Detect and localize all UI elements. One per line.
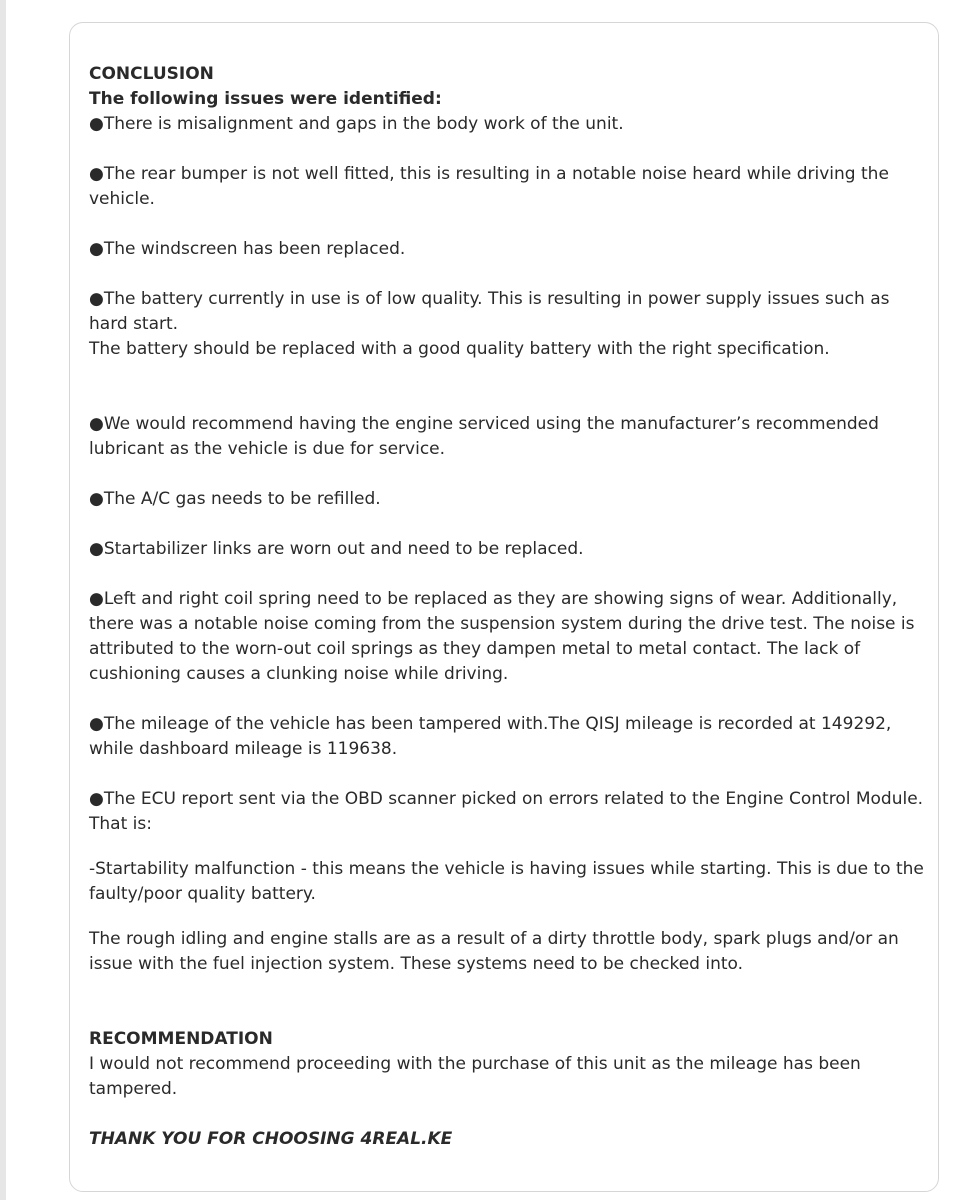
issue-ecu-report: ●The ECU report sent via the OBD scanner picked on errors related to the Engine Control Module. That is: (89, 789, 924, 834)
conclusion-heading: CONCLUSION (89, 64, 214, 84)
closing-thank-you: THANK YOU FOR CHOOSING 4REAL.KE (89, 1129, 453, 1149)
issue-ac-gas: ●The A/C gas needs to be refilled. (89, 489, 381, 509)
issue-body-gaps: ●There is misalignment and gaps in the body work of the unit. (89, 114, 624, 134)
issue-rear-bumper: ●The rear bumper is not well fitted, this is resulting in a notable noise heard while driving the vehicle. (89, 164, 889, 209)
issue-coil-springs: ●Left and right coil spring need to be replaced as they are showing signs of wear. Additionally, there was a notable noise coming from the suspension system during the drive test. The noise is attributed to the worn-out coil springs as they dampen metal to metal contact. The lack of cushioning causes a clunking noise while driving. (89, 589, 915, 684)
issues-intro: The following issues were identified: (89, 89, 442, 109)
issue-windscreen: ●The windscreen has been replaced. (89, 239, 406, 259)
issue-battery-advice: The battery should be replaced with a good quality battery with the right specification. (89, 339, 830, 359)
recommendation-heading: RECOMMENDATION (89, 1029, 273, 1049)
recommendation-text: I would not recommend proceeding with the purchase of this unit as the mileage has been tampered. (89, 1054, 861, 1099)
issue-battery: ●The battery currently in use is of low quality. This is resulting in power supply issues such as hard start. (89, 289, 890, 334)
left-edge-strip (0, 0, 6, 1200)
issue-engine-service: ●We would recommend having the engine serviced using the manufacturer’s recommended lubricant as the vehicle is due for service. (89, 414, 879, 459)
report-content (89, 62, 924, 1152)
issue-rough-idling: The rough idling and engine stalls are as a result of a dirty throttle body, spark plugs and/or an issue with the fuel injection system. These systems need to be checked into. (89, 929, 899, 974)
issue-mileage: ●The mileage of the vehicle has been tampered with.The QISJ mileage is recorded at 149292, while dashboard mileage is 119638. (89, 714, 892, 759)
issue-startability: -Startability malfunction - this means the vehicle is having issues while starting. This is due to the faulty/poor quality battery. (89, 859, 924, 904)
issue-stabilizer-links: ●Startabilizer links are worn out and need to be replaced. (89, 539, 584, 559)
